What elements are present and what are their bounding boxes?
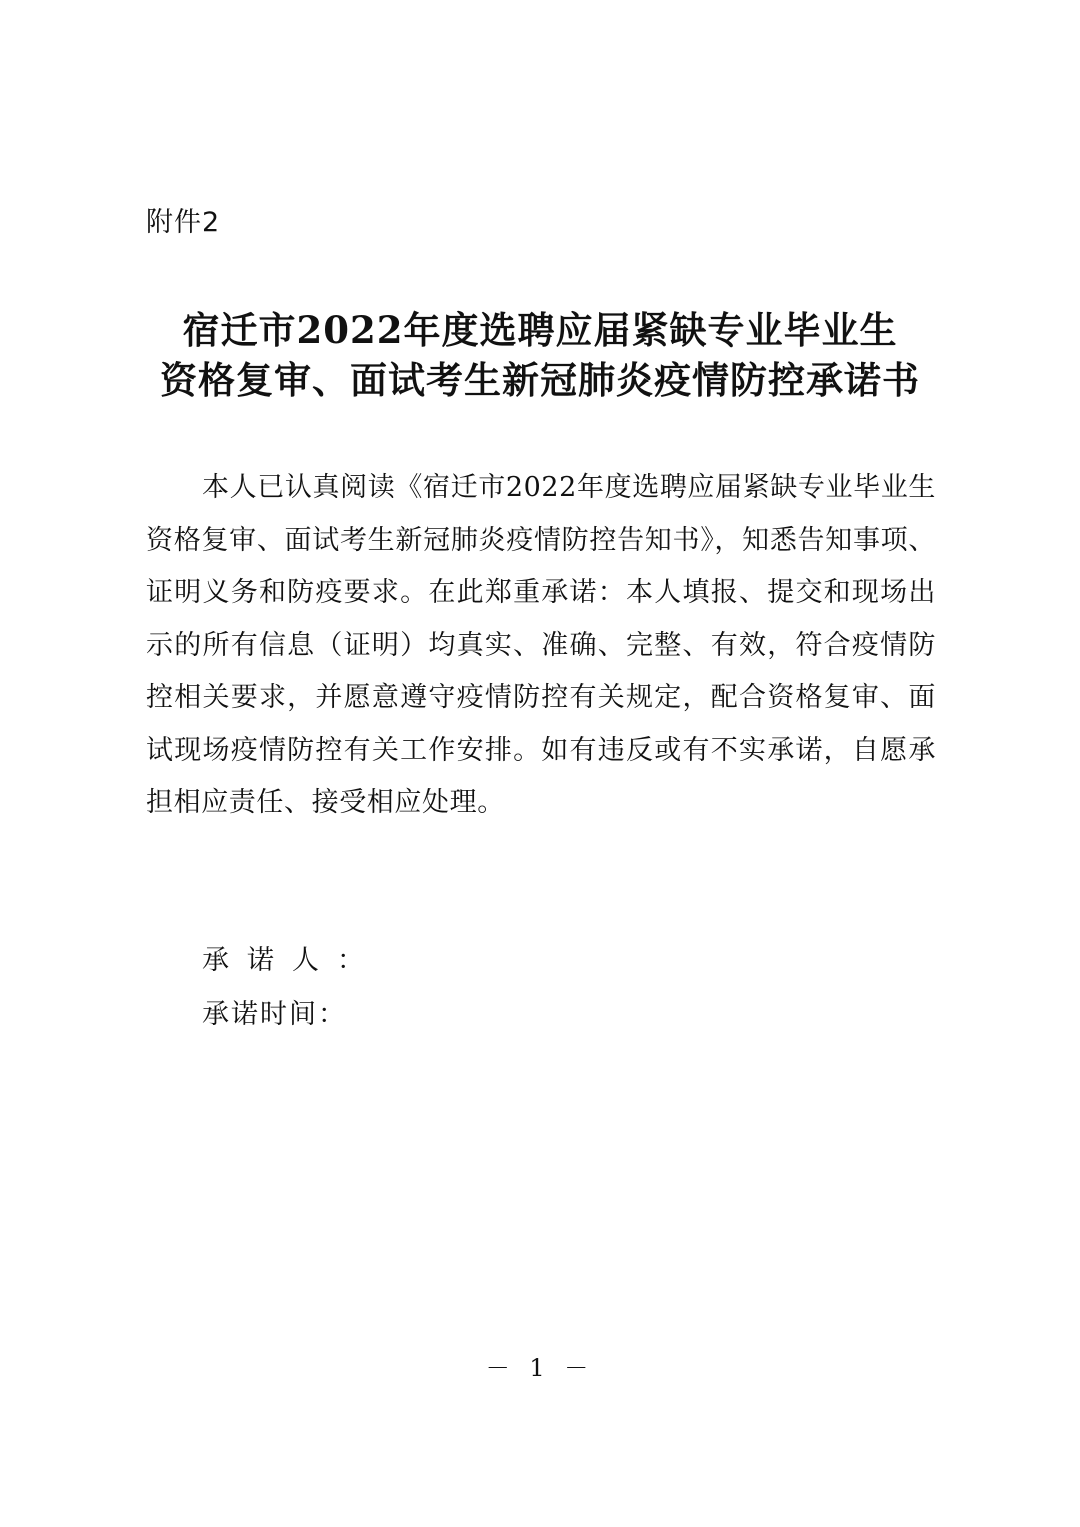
document-title-line-1: 宿迁市2022年度选聘应届紧缺专业毕业生	[182, 308, 898, 352]
page-number: － 1 －	[485, 1354, 595, 1382]
sign-date-label: 承诺时间：	[202, 999, 347, 1030]
pledge-body-paragraph: 本人已认真阅读《宿迁市2022年度选聘应届紧缺专业毕业生资格复审、面试考生新冠肺炎疫情防控告知书》，知悉告知事项、证明义务和防疫要求。在此郑重承诺：本人填报、提交和现场出示的所有信息（证明）均真实、准确、完整、有效，符合疫情防控相关要求，并愿意遵守疫情防控有关规定，配合资格复审、面试现场疫情防控有关工作安排。如有违反或有不实承诺，自愿承担相应责任、接受相应处理。	[146, 472, 936, 818]
attachment-label: 附件2	[146, 207, 221, 238]
document-title-line-2: 资格复审、面试考生新冠肺炎疫情防控承诺书	[160, 358, 920, 402]
signer-label: 承诺人：	[202, 945, 382, 976]
